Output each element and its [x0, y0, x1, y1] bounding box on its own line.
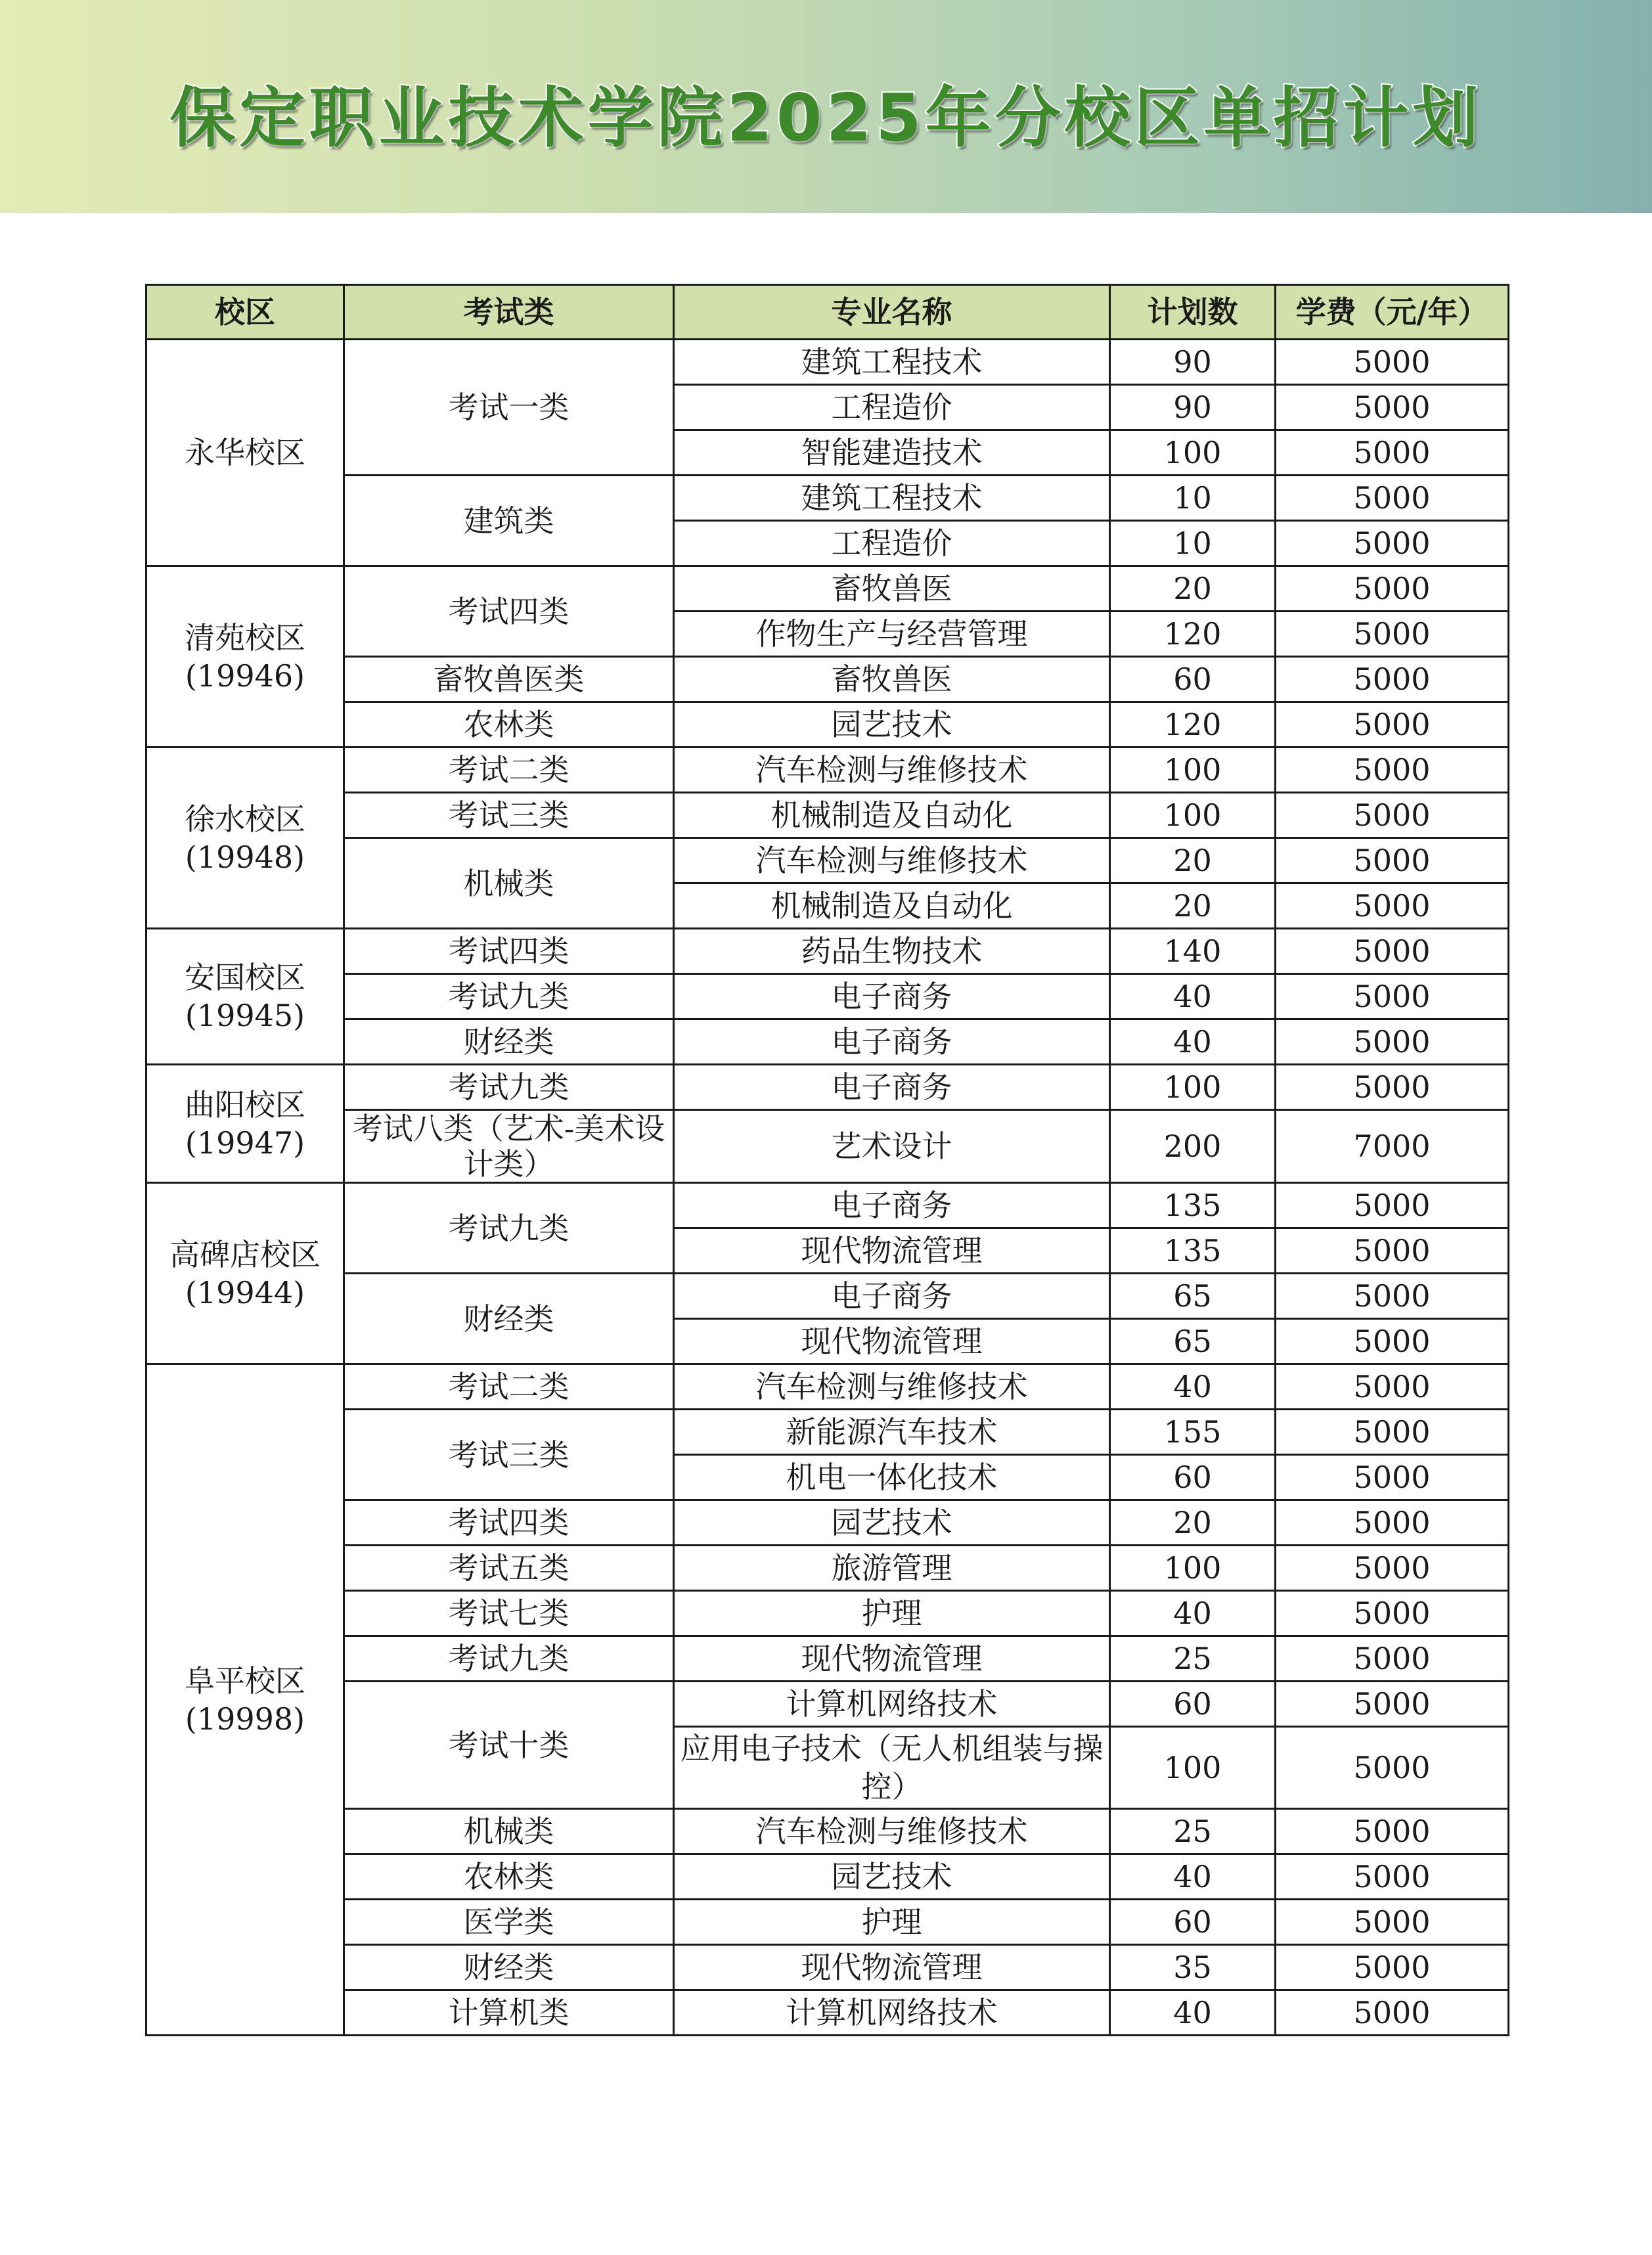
major-cell: 汽车检测与维修技术	[674, 838, 1110, 883]
table-row	[146, 1900, 1509, 1945]
major-cell: 智能建造技术	[674, 430, 1110, 476]
table-row	[146, 1410, 1509, 1455]
plan-cell: 100	[1110, 1546, 1276, 1591]
campus-cell	[146, 748, 344, 929]
category-cell: 考试九类	[344, 1183, 674, 1274]
fee-cell: 5000	[1276, 657, 1509, 702]
header-row	[146, 285, 1509, 340]
category-cell: 考试三类	[344, 1410, 674, 1500]
category-cell: 计算机类	[344, 1990, 674, 2036]
major-cell: 电子商务	[674, 1019, 1110, 1065]
table-row	[146, 1500, 1509, 1546]
category-cell: 财经类	[344, 1019, 674, 1065]
fee-cell: 5000	[1276, 1682, 1509, 1727]
fee-cell: 5000	[1276, 1945, 1509, 1990]
campus-name: 徐水校区	[185, 801, 305, 837]
category-cell: 财经类	[344, 1274, 674, 1364]
header-campus: 校区	[146, 285, 344, 340]
fee-cell: 5000	[1276, 1319, 1509, 1364]
major-cell: 现代物流管理	[674, 1228, 1110, 1274]
campus-name: 安国校区	[185, 960, 305, 995]
category-cell: 考试四类	[344, 929, 674, 974]
fee-cell: 5000	[1276, 1364, 1509, 1410]
fee-cell: 5000	[1276, 748, 1509, 793]
table-row	[146, 1809, 1509, 1854]
header-major: 专业名称	[674, 285, 1110, 340]
major-cell: 建筑工程技术	[674, 340, 1110, 385]
table-row	[146, 476, 1509, 521]
major-cell: 园艺技术	[674, 702, 1110, 748]
plan-cell: 25	[1110, 1809, 1276, 1854]
category-cell: 考试九类	[344, 1065, 674, 1110]
plan-cell: 100	[1110, 793, 1276, 838]
fee-cell: 5000	[1276, 566, 1509, 612]
campus-code: (19944)	[185, 1274, 305, 1310]
table-row	[146, 1990, 1509, 2036]
plan-cell: 10	[1110, 476, 1276, 521]
major-cell: 新能源汽车技术	[674, 1410, 1110, 1455]
fee-cell: 7000	[1276, 1110, 1509, 1183]
category-cell: 机械类	[344, 838, 674, 929]
plan-cell: 90	[1110, 340, 1276, 385]
table-row	[146, 702, 1509, 748]
category-cell: 考试二类	[344, 1364, 674, 1410]
major-cell: 药品生物技术	[674, 929, 1110, 974]
major-cell: 畜牧兽医	[674, 566, 1110, 612]
fee-cell: 5000	[1276, 430, 1509, 476]
fee-cell: 5000	[1276, 929, 1509, 974]
major-cell: 汽车检测与维修技术	[674, 748, 1110, 793]
major-cell: 现代物流管理	[674, 1319, 1110, 1364]
major-cell: 建筑工程技术	[674, 476, 1110, 521]
category-cell: 财经类	[344, 1945, 674, 1990]
major-cell: 电子商务	[674, 974, 1110, 1019]
plan-cell: 155	[1110, 1410, 1276, 1455]
fee-cell: 5000	[1276, 793, 1509, 838]
fee-cell: 5000	[1276, 702, 1509, 748]
campus-cell	[146, 340, 344, 566]
category-cell: 考试九类	[344, 974, 674, 1019]
major-cell: 护理	[674, 1900, 1110, 1945]
major-cell: 电子商务	[674, 1274, 1110, 1319]
plan-cell: 100	[1110, 748, 1276, 793]
plan-cell: 100	[1110, 1065, 1276, 1110]
fee-cell: 5000	[1276, 340, 1509, 385]
table-row	[146, 1364, 1509, 1410]
campus-name: 永华校区	[185, 435, 305, 470]
plan-cell: 10	[1110, 521, 1276, 566]
major-cell: 电子商务	[674, 1065, 1110, 1110]
major-cell: 工程造价	[674, 385, 1110, 430]
plan-cell: 65	[1110, 1319, 1276, 1364]
plan-cell: 135	[1110, 1183, 1276, 1228]
fee-cell: 5000	[1276, 974, 1509, 1019]
major-cell: 汽车检测与维修技术	[674, 1364, 1110, 1410]
category-cell: 考试七类	[344, 1591, 674, 1636]
fee-cell: 5000	[1276, 1274, 1509, 1319]
plan-cell: 20	[1110, 883, 1276, 929]
campus-name: 阜平校区	[185, 1663, 305, 1699]
major-cell: 汽车检测与维修技术	[674, 1809, 1110, 1854]
category-cell: 建筑类	[344, 476, 674, 566]
plan-cell: 90	[1110, 385, 1276, 430]
campus-code: (19946)	[185, 658, 305, 694]
header-tuition: 学费（元/年）	[1276, 285, 1509, 340]
major-cell: 园艺技术	[674, 1854, 1110, 1900]
major-cell: 计算机网络技术	[674, 1682, 1110, 1727]
campus-code: (19948)	[185, 839, 305, 875]
campus-code: (19945)	[185, 998, 305, 1033]
table-row	[146, 1274, 1509, 1319]
plan-cell: 100	[1110, 1727, 1276, 1809]
major-cell: 机械制造及自动化	[674, 883, 1110, 929]
fee-cell: 5000	[1276, 476, 1509, 521]
table-row	[146, 793, 1509, 838]
major-cell: 计算机网络技术	[674, 1990, 1110, 2036]
fee-cell: 5000	[1276, 1410, 1509, 1455]
major-cell: 现代物流管理	[674, 1636, 1110, 1682]
fee-cell: 5000	[1276, 1809, 1509, 1854]
plan-cell: 35	[1110, 1945, 1276, 1990]
table-row	[146, 748, 1509, 793]
campus-code: (19947)	[185, 1125, 305, 1161]
category-cell: 考试九类	[344, 1636, 674, 1682]
enrollment-plan-table	[145, 284, 1509, 2036]
campus-code: (19998)	[185, 1701, 305, 1737]
table-row	[146, 838, 1509, 883]
category-cell: 考试十类	[344, 1682, 674, 1809]
plan-cell: 135	[1110, 1228, 1276, 1274]
category-cell: 考试四类	[344, 566, 674, 657]
campus-cell	[146, 566, 344, 748]
campus-cell	[146, 1364, 344, 2036]
major-cell: 机电一体化技术	[674, 1455, 1110, 1500]
plan-cell: 60	[1110, 1900, 1276, 1945]
fee-cell: 5000	[1276, 1900, 1509, 1945]
fee-cell: 5000	[1276, 521, 1509, 566]
header-plan-count: 计划数	[1110, 285, 1276, 340]
major-cell: 电子商务	[674, 1183, 1110, 1228]
table-row	[146, 340, 1509, 385]
table-row	[146, 566, 1509, 612]
category-cell: 考试八类（艺术-美术设计类）	[344, 1110, 674, 1183]
table-row	[146, 657, 1509, 702]
major-cell: 园艺技术	[674, 1500, 1110, 1546]
category-cell: 农林类	[344, 702, 674, 748]
fee-cell: 5000	[1276, 1065, 1509, 1110]
category-cell: 机械类	[344, 1809, 674, 1854]
fee-cell: 5000	[1276, 385, 1509, 430]
plan-cell: 100	[1110, 430, 1276, 476]
campus-name: 高碑店校区	[169, 1236, 321, 1272]
category-cell: 畜牧兽医类	[344, 657, 674, 702]
plan-cell: 25	[1110, 1636, 1276, 1682]
plan-cell: 65	[1110, 1274, 1276, 1319]
fee-cell: 5000	[1276, 1636, 1509, 1682]
campus-cell	[146, 1065, 344, 1183]
major-cell: 护理	[674, 1591, 1110, 1636]
table-row	[146, 1183, 1509, 1228]
plan-cell: 20	[1110, 566, 1276, 612]
fee-cell: 5000	[1276, 1228, 1509, 1274]
fee-cell: 5000	[1276, 1854, 1509, 1900]
table-row	[146, 1636, 1509, 1682]
plan-cell: 40	[1110, 1591, 1276, 1636]
fee-cell: 5000	[1276, 1591, 1509, 1636]
plan-cell: 120	[1110, 612, 1276, 657]
campus-cell	[146, 1183, 344, 1364]
major-cell: 畜牧兽医	[674, 657, 1110, 702]
major-cell: 工程造价	[674, 521, 1110, 566]
table-row	[146, 1854, 1509, 1900]
plan-cell: 60	[1110, 1682, 1276, 1727]
fee-cell: 5000	[1276, 1727, 1509, 1809]
major-cell: 艺术设计	[674, 1110, 1110, 1183]
plan-cell: 140	[1110, 929, 1276, 974]
table-row	[146, 929, 1509, 974]
plan-cell: 120	[1110, 702, 1276, 748]
plan-cell: 40	[1110, 1364, 1276, 1410]
major-cell: 应用电子技术（无人机组装与操控）	[674, 1727, 1110, 1809]
fee-cell: 5000	[1276, 1500, 1509, 1546]
fee-cell: 5000	[1276, 612, 1509, 657]
category-cell: 考试五类	[344, 1546, 674, 1591]
fee-cell: 5000	[1276, 1183, 1509, 1228]
category-cell: 考试二类	[344, 748, 674, 793]
table-row	[146, 974, 1509, 1019]
campus-cell	[146, 929, 344, 1065]
table-row	[146, 1019, 1509, 1065]
category-cell: 考试四类	[344, 1500, 674, 1546]
table-row	[146, 1591, 1509, 1636]
table-row	[146, 1065, 1509, 1110]
table-row	[146, 1110, 1509, 1183]
plan-cell: 40	[1110, 1990, 1276, 2036]
plan-cell: 40	[1110, 1854, 1276, 1900]
plan-cell: 40	[1110, 974, 1276, 1019]
category-cell: 考试一类	[344, 340, 674, 476]
major-cell: 作物生产与经营管理	[674, 612, 1110, 657]
page-title: 保定职业技术学院2025年分校区单招计划	[169, 79, 1483, 156]
campus-name: 曲阳校区	[185, 1086, 305, 1123]
plan-cell: 20	[1110, 1500, 1276, 1546]
category-cell: 农林类	[344, 1854, 674, 1900]
table-row	[146, 1546, 1509, 1591]
plan-cell: 60	[1110, 657, 1276, 702]
fee-cell: 5000	[1276, 1990, 1509, 2036]
plan-cell: 40	[1110, 1019, 1276, 1065]
category-cell: 医学类	[344, 1900, 674, 1945]
plan-cell: 20	[1110, 838, 1276, 883]
category-cell: 考试三类	[344, 793, 674, 838]
fee-cell: 5000	[1276, 1546, 1509, 1591]
plan-cell: 200	[1110, 1110, 1276, 1183]
fee-cell: 5000	[1276, 883, 1509, 929]
table-row	[146, 1682, 1509, 1727]
fee-cell: 5000	[1276, 1019, 1509, 1065]
fee-cell: 5000	[1276, 1455, 1509, 1500]
fee-cell: 5000	[1276, 838, 1509, 883]
campus-name: 清苑校区	[185, 619, 305, 656]
major-cell: 现代物流管理	[674, 1945, 1110, 1990]
major-cell: 旅游管理	[674, 1546, 1110, 1591]
plan-cell: 60	[1110, 1455, 1276, 1500]
header-exam-category: 考试类	[344, 285, 674, 340]
major-cell: 机械制造及自动化	[674, 793, 1110, 838]
table-row	[146, 1945, 1509, 1990]
